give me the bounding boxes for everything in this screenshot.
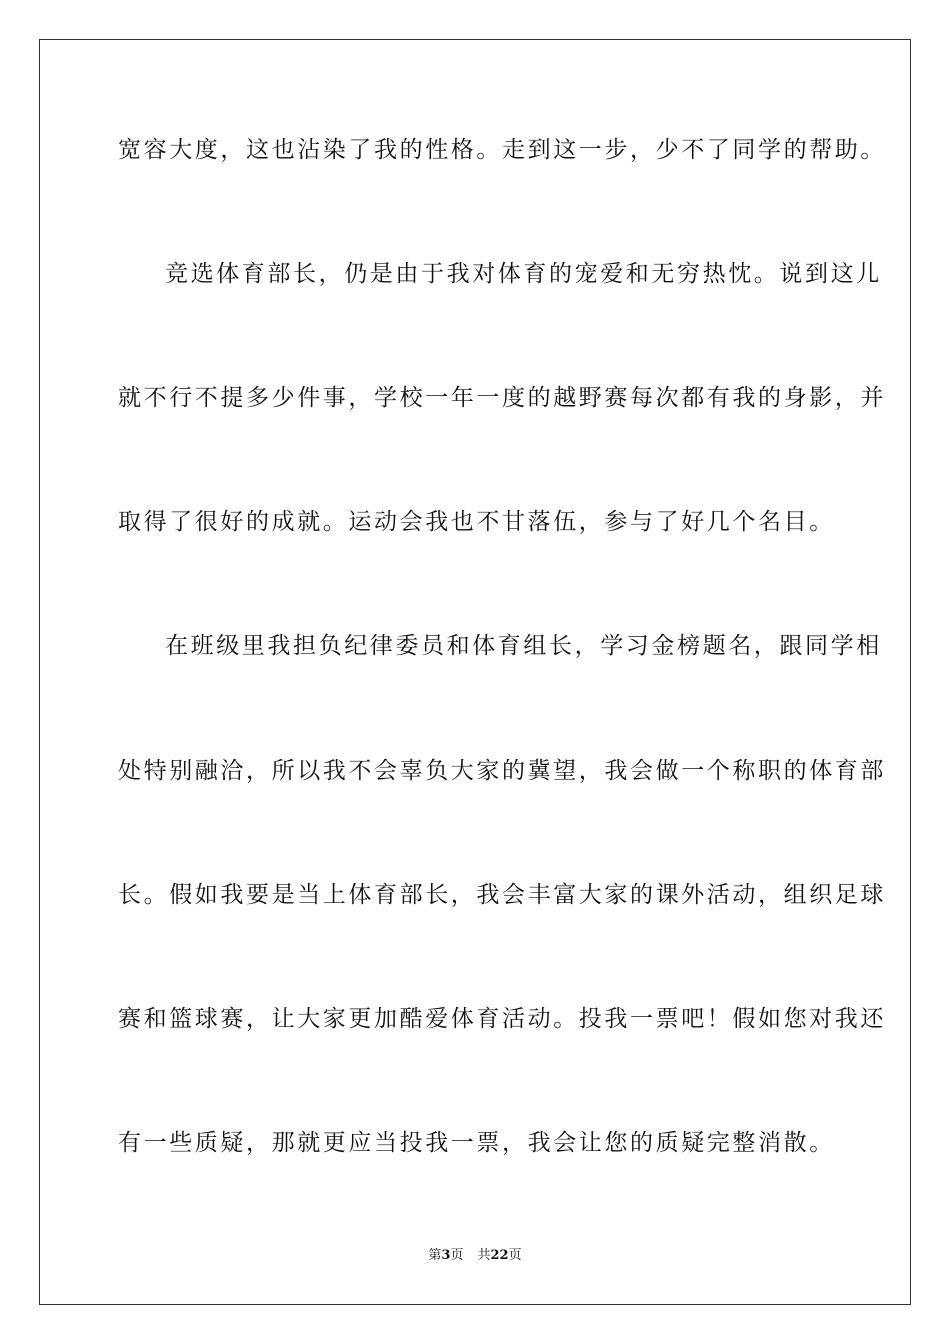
total-pages-suffix: 页 — [508, 1248, 522, 1263]
page-number-suffix: 页 — [450, 1248, 464, 1263]
paragraph-line: 宽容大度，这也沾染了我的性格。走到这一步，少不了同学的帮助。 — [118, 137, 886, 163]
paragraph-line: 竞选体育部长，仍是由于我对体育的宠爱和无穷热忱。说到这儿 — [165, 261, 882, 287]
paragraph-line: 取得了很好的成就。运动会我也不甘落伍，参与了好几个名目。 — [118, 509, 835, 535]
paragraph-line: 在班级里我担负纪律委员和体育组长，学习金榜题名，跟同学相 — [165, 633, 882, 659]
total-pages: 22 — [490, 1248, 509, 1263]
page-number-prefix: 第 — [428, 1248, 442, 1263]
paragraph-line: 有一些质疑，那就更应当投我一票，我会让您的质疑完整消散。 — [118, 1130, 835, 1156]
paragraph-line: 就不行不提多少件事，学校一年一度的越野赛每次都有我的身影，并 — [118, 385, 886, 411]
total-pages-prefix: 共 — [477, 1248, 491, 1263]
page-number: 3 — [441, 1248, 451, 1263]
paragraph-line: 长。假如我要是当上体育部长，我会丰富大家的课外活动，组织足球 — [118, 882, 886, 908]
paragraph-line: 赛和篮球赛，让大家更加酷爱体育活动。投我一票吧！假如您对我还 — [118, 1006, 886, 1032]
paragraph-line: 处特别融洽，所以我不会辜负大家的冀望，我会做一个称职的体育部 — [118, 758, 886, 784]
page-border — [39, 39, 911, 1305]
page-footer — [0, 1247, 950, 1265]
